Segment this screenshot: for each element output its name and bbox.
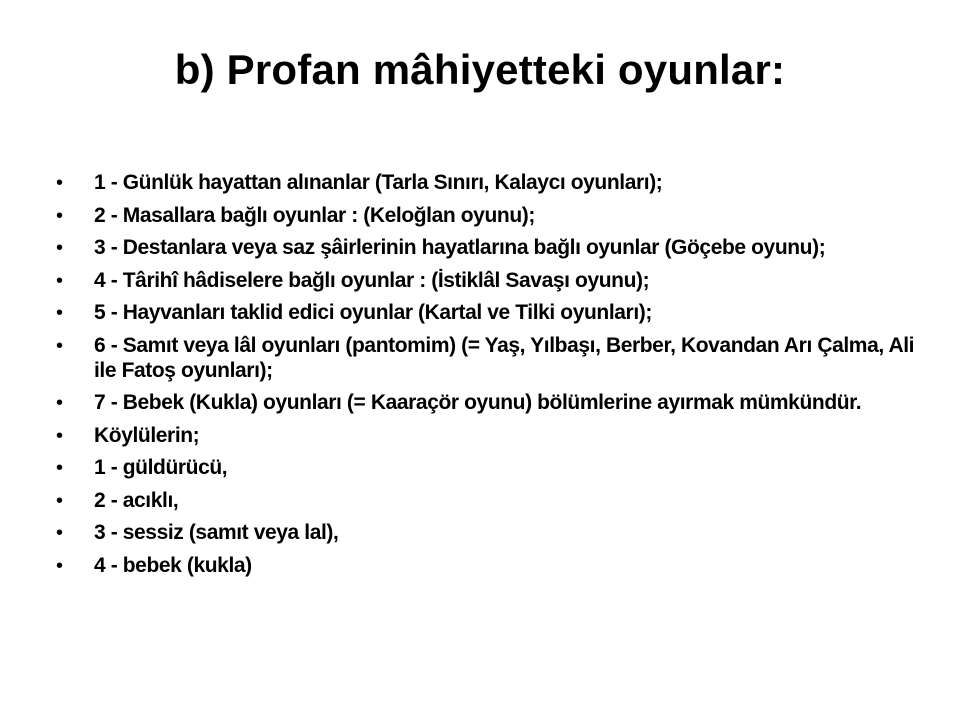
bullet-dot-icon: • (56, 489, 63, 512)
bullet-dot-icon: • (56, 237, 63, 259)
bullet-text: 2 - Masallara bağlı oyunlar : (Keloğlan oyunu); (94, 203, 535, 227)
bullet-dot-icon: • (56, 204, 63, 227)
bullet-item (56, 553, 916, 578)
bullet-list (56, 170, 916, 585)
bullet-text: 1 - güldürücü, (94, 456, 228, 479)
bullet-dot-icon: • (56, 302, 63, 324)
bullet-dot-icon: • (56, 424, 63, 447)
bullet-text: Köylülerin; (94, 423, 200, 447)
bullet-dot-icon: • (56, 172, 63, 194)
bullet-item (56, 333, 916, 383)
bullet-item (56, 170, 916, 195)
slide-title: b) Profan mâhiyetteki oyunlar: (174, 46, 786, 93)
bullet-dot-icon: • (56, 392, 63, 414)
bullet-item (56, 488, 916, 513)
bullet-item (56, 203, 916, 228)
bullet-text: 3 - sessiz (samıt veya lal), (94, 521, 339, 544)
bullet-text: 4 - bebek (kukla) (94, 553, 252, 577)
bullet-dot-icon: • (56, 269, 63, 292)
bullet-item (56, 455, 916, 480)
bullet-text: 6 - Samıt veya lâl oyunları (pantomim) (= Yaş, Yılbaşı, Berber, Kovandan Arı Çalma, Ali ile Fatoş oyunları); (94, 333, 915, 382)
bullet-text: 4 - Târihî hâdiselere bağlı oyunlar : (İstiklâl Savaşı oyunu); (94, 268, 650, 292)
bullet-dot-icon: • (56, 334, 63, 357)
bullet-dot-icon: • (56, 554, 63, 577)
bullet-dot-icon: • (56, 522, 63, 544)
bullet-text: 7 - Bebek (Kukla) oyunları (= Kaaraçör oyunu) bölümlerine ayırmak mümkündür. (94, 391, 862, 414)
bullet-text: 5 - Hayvanları taklid edici oyunlar (Kartal ve Tilki oyunları); (94, 301, 652, 324)
bullet-item (56, 268, 916, 293)
bullet-item (56, 390, 916, 415)
bullet-item (56, 520, 916, 545)
bullet-text: 2 - acıklı, (94, 488, 179, 512)
bullet-text: 3 - Destanlara veya saz şâirlerinin hayatlarına bağlı oyunlar (Göçebe oyunu); (94, 236, 826, 259)
bullet-item (56, 300, 916, 325)
bullet-item (56, 423, 916, 448)
bullet-text: 1 - Günlük hayattan alınanlar (Tarla Sınırı, Kalaycı oyunları); (94, 171, 663, 194)
bullet-dot-icon: • (56, 457, 63, 479)
bullet-item (56, 235, 916, 260)
